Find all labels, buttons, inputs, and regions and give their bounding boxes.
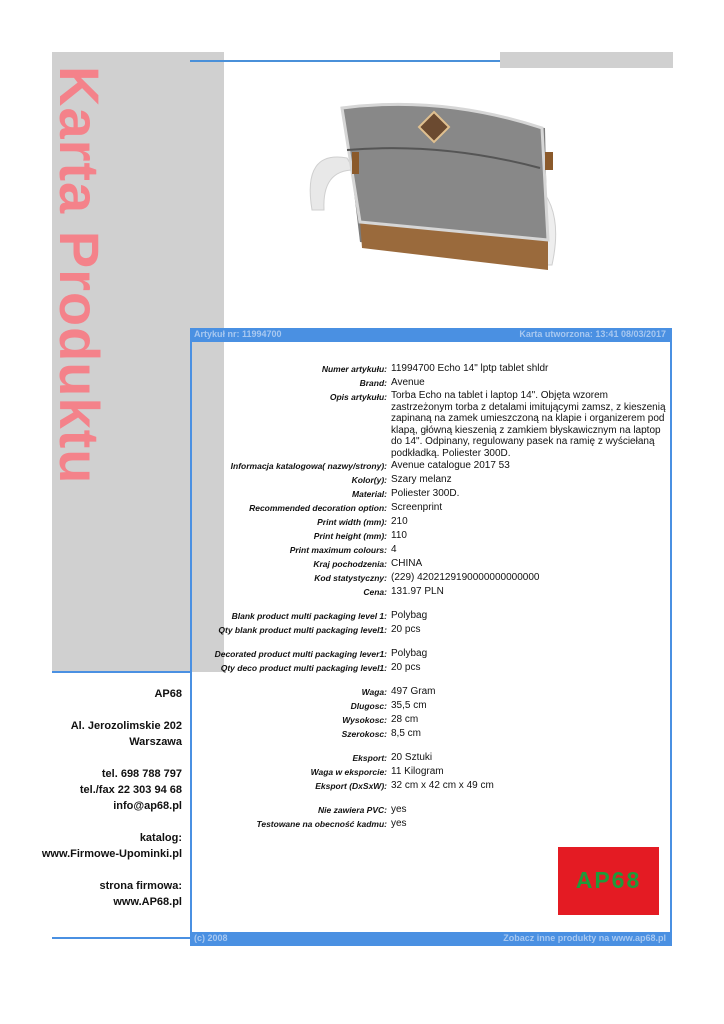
spec-value: 131.97 PLN	[391, 586, 444, 597]
header-bar	[190, 328, 672, 342]
spec-value: yes	[391, 818, 407, 829]
spec-row-kod	[192, 571, 670, 585]
spec-value: 28 cm	[391, 714, 419, 725]
spec-row-eksport-dim	[192, 779, 670, 793]
spec-row-kraj	[192, 557, 670, 571]
messenger-bag-photo	[302, 90, 562, 280]
spec-value: Avenue	[391, 377, 425, 388]
fax: tel./fax 22 303 94 68	[79, 784, 182, 796]
product-specs	[192, 362, 670, 831]
spec-row-kolor	[192, 473, 670, 487]
spec-value: yes	[391, 804, 407, 815]
address-street: Al. Jerozolimskie 202	[70, 720, 182, 732]
spec-label: Print maximum colours:	[289, 545, 387, 555]
spec-value: Polybag	[391, 648, 428, 659]
article-number-header: Artykuł nr: 11994700	[194, 329, 282, 339]
spec-label: Waga:	[361, 687, 387, 697]
spec-label: Material:	[352, 489, 387, 499]
spec-row-deco-packaging	[192, 647, 670, 661]
footer-bar	[190, 932, 672, 946]
spec-label: Testowane na obecność kadmu:	[256, 819, 387, 829]
spec-label: Dlugosc:	[350, 701, 387, 711]
spec-label: Decorated product multi packaging lever1:	[214, 649, 387, 659]
spec-row-print-width	[192, 515, 670, 529]
top-gray-tab	[500, 52, 673, 68]
spec-label: Eksport:	[352, 753, 387, 763]
spec-value: Polybag	[391, 610, 428, 621]
created-timestamp: Karta utworzona: 13:41 08/03/2017	[519, 329, 666, 339]
spec-row-waga-eksport	[192, 765, 670, 779]
spec-row-waga	[192, 685, 670, 699]
spec-label: Kraj pochodzenia:	[313, 559, 387, 569]
spec-label: Numer artykułu:	[321, 364, 387, 374]
spec-value: 32 cm x 42 cm x 49 cm	[391, 780, 494, 791]
spec-row-blank-packaging	[192, 609, 670, 623]
spec-row-opis	[192, 390, 670, 459]
phone: tel. 698 788 797	[101, 768, 182, 780]
box-right-border	[670, 342, 672, 932]
company-contact	[40, 686, 182, 910]
spec-row-dlugosc	[192, 699, 670, 713]
spec-row-brand	[192, 376, 670, 390]
spec-value: Torba Echo na tablet i laptop 14". Objęta wzorem zastrzeżonym torba z detalami imitującymi zamsz, z kieszenią zapinaną na zamek umieszczoną na klapie i organizerem pod klapą, główną kieszenią z zamkiem błyskawicznym na laptop do 14". Odpinany, regulowany pasek na ramię z wyściełaną podkładką. Poliester 300D.	[391, 390, 666, 459]
spec-row-wysokosc	[192, 713, 670, 727]
left-divider-top	[52, 671, 190, 673]
spec-label: Print height (mm):	[313, 531, 387, 541]
spec-row-szerokosc	[192, 727, 670, 741]
spec-row-info	[192, 459, 670, 473]
spec-label: Nie zawiera PVC:	[318, 805, 387, 815]
logo-text: AP68	[575, 867, 642, 893]
spec-label: Waga w eksporcie:	[310, 767, 387, 777]
spec-value: Szary melanz	[391, 474, 452, 485]
spec-label: Kolor(y):	[351, 475, 387, 485]
spec-row-print-colours	[192, 543, 670, 557]
spec-label: Qty blank product multi packaging level1:	[218, 625, 387, 635]
spec-label: Cena:	[363, 587, 387, 597]
spec-row-deco-qty	[192, 661, 670, 675]
spec-value: Poliester 300D.	[391, 488, 460, 499]
spec-value: 11 Kilogram	[391, 766, 444, 777]
email-link[interactable]: info@ap68.pl	[113, 800, 182, 812]
spec-value: CHINA	[391, 558, 423, 569]
spec-value: 4	[391, 544, 397, 555]
spec-label: Opis artykułu:	[329, 392, 387, 402]
spec-row-kadm	[192, 817, 670, 831]
spec-value: 20 Sztuki	[391, 752, 433, 763]
spec-label: Kod statystyczny:	[314, 573, 387, 583]
spec-row-material	[192, 487, 670, 501]
spec-label: Informacja katalogowa( nazwy/strony):	[230, 461, 387, 471]
spec-value: (229) 4202129190000000000000	[391, 572, 540, 583]
spec-row-decoration	[192, 501, 670, 515]
copyright: (c) 2008	[194, 933, 228, 943]
spec-value: 497 Gram	[391, 686, 436, 697]
spec-label: Szerokosc:	[341, 729, 387, 739]
left-divider-bottom	[52, 937, 190, 939]
spec-row-blank-qty	[192, 623, 670, 637]
address-city: Warszawa	[129, 736, 182, 748]
spec-value: Screenprint	[391, 502, 443, 513]
footer-link[interactable]: Zobacz inne produkty na www.ap68.pl	[503, 933, 666, 943]
spec-value: 210	[391, 516, 408, 527]
spec-value: Avenue catalogue 2017 53	[391, 460, 510, 471]
ap68-logo	[558, 847, 659, 915]
spec-label: Eksport (DxSxW):	[315, 781, 387, 791]
spec-label: Print width (mm):	[317, 517, 387, 527]
spec-row-print-height	[192, 529, 670, 543]
spec-value: 11994700 Echo 14" lptp tablet shldr	[391, 363, 549, 374]
catalog-link[interactable]: www.Firmowe-Upominki.pl	[41, 848, 182, 860]
spec-label: Blank product multi packaging level 1:	[231, 611, 387, 621]
spec-value: 8,5 cm	[391, 728, 422, 739]
spec-row-cena	[192, 585, 670, 599]
site-label: strona firmowa:	[99, 880, 182, 892]
spec-label: Brand:	[359, 378, 387, 388]
spec-value: 20 pcs	[391, 624, 421, 635]
spec-value: 20 pcs	[391, 662, 421, 673]
catalog-label: katalog:	[139, 832, 182, 844]
spec-value: 110	[391, 530, 407, 541]
spec-label: Qty deco product multi packaging level1:	[220, 663, 387, 673]
spec-value: 35,5 cm	[391, 700, 427, 711]
vertical-title-text: Karta Produktu	[48, 66, 111, 485]
spec-row-eksport	[192, 751, 670, 765]
company-name: AP68	[154, 688, 182, 700]
spec-row-pvc	[192, 803, 670, 817]
spec-label: Recommended decoration option:	[249, 503, 387, 513]
site-link[interactable]: www.AP68.pl	[113, 896, 182, 908]
vertical-page-title	[48, 66, 120, 506]
spec-label: Wysokosc:	[342, 715, 387, 725]
spec-row-numer	[192, 362, 670, 376]
